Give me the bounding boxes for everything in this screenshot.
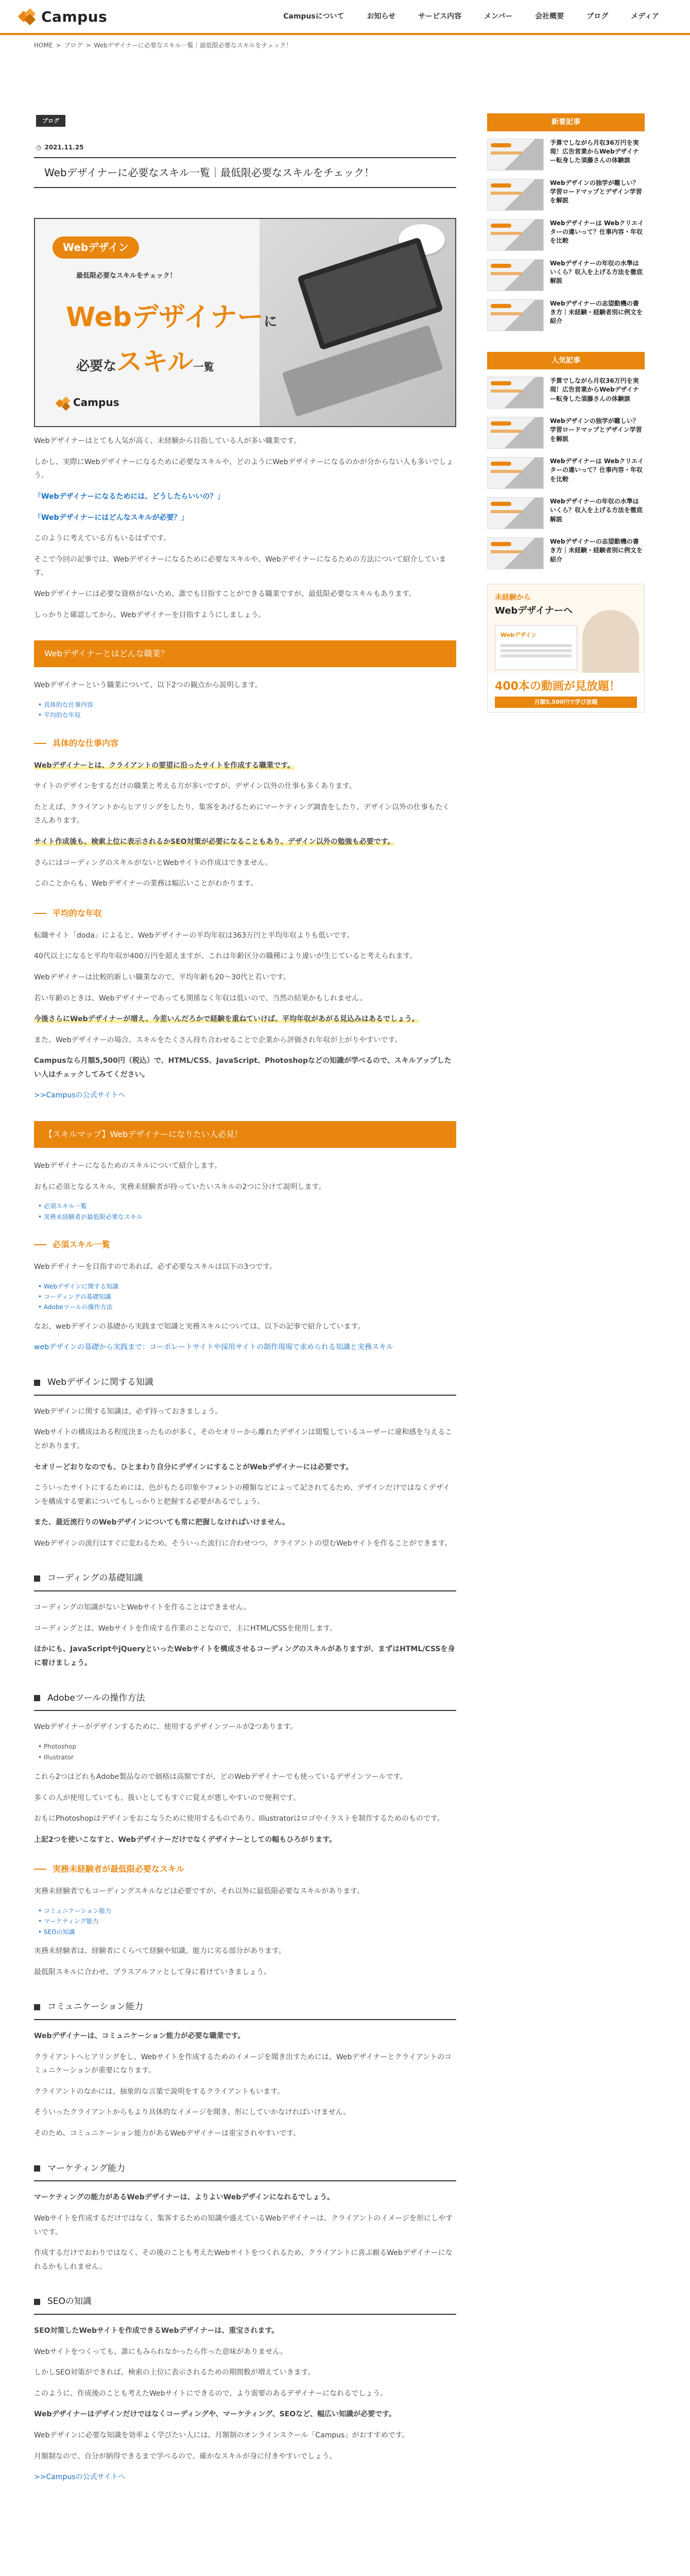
keyboard-shape [282, 325, 443, 417]
body-p: Webデザイナーは比較的新しい職業なので、平均年齢も20〜30代と若いです。 [34, 973, 290, 981]
intro-p: そこで今回の記事では、Webデザイナーになるために必要なスキルや、Webデザイナーになるための方法について紹介しています。 [34, 555, 446, 578]
article-thumbnail [487, 377, 544, 409]
hero-line2 [76, 340, 214, 385]
hero-logo-text: Campus [73, 396, 119, 409]
sidebar-article[interactable] [487, 139, 645, 171]
body-p [34, 1341, 456, 1354]
body-p: 若い年齢のときは、Webデザイナーであっても関係なく年収は低いので、当然の結果かもしれません。 [34, 994, 367, 1003]
bold-text: 上記2つを使いこなすと、Webデザイナーだけでなくデザイナーとしての幅もひろがります。 [34, 1835, 337, 1844]
breadcrumb [0, 35, 690, 56]
campus-official-link[interactable]: >>Campusの公式サイトへ [34, 2473, 126, 2482]
body-p: コーディングの知識がないとWebサイトを作ることはできません。 [34, 1603, 251, 1612]
related-article-link[interactable]: webデザインの基礎から実践まで：コーポレートサイトや採用サイトの制作現場で求められる知識と実務スキル [34, 1343, 393, 1352]
body-p: Webサイトの構成はある程度決まったものが多く、そのセオリーから離れたデザインは閲覧しているユーザーに違和感を与えることがあります。 [34, 1428, 453, 1450]
body-p: Webサイトを作成するだけではなく、集客するための知識や盛えているWebデザイナーは、クライアントのイメージを形にしやすいです。 [34, 2214, 453, 2236]
body-p: おもにPhotoshopはデザインをおこなうために使用するものであり、Illustratorはロゴやイラストを制作するためのものです。 [34, 1815, 444, 1823]
intro-p: しっかりと確認してから、Webデザイナーを目指すようにしましょう。 [34, 611, 266, 619]
body-p [34, 1833, 456, 1847]
list-item: • Illustrator [38, 1752, 456, 1763]
bold-text: マーケティングの能力があるWebデザイナーは、よりよいWebデザインになれるでしょう。 [34, 2193, 335, 2202]
sidebar-article-title: Webデザイナーの志望動機の書き方｜未経験・経験者別に例文を紹介 [550, 299, 643, 325]
body-p [34, 2324, 456, 2338]
logo-text: Campus [41, 8, 108, 25]
body-p [34, 2470, 456, 2484]
sidebar-article[interactable] [487, 299, 645, 331]
body-p: このように、作成後のことも考えたWebサイトにできるので、より需要のあるデザイナーになれるでしょう。 [34, 2389, 388, 2398]
article-thumbnail [487, 179, 544, 211]
body-p: これら2つはどれもAdobe製品なので価格は高額ですが、どのWebデザイナーでも使っているデザインツールです。 [34, 1772, 407, 1781]
subsection-heading: 実務未経験者が最低限必要なスキル [34, 1862, 456, 1876]
sidebar-article-title: Webデザイナーの年収の水準はいくら？収入を上げる方法を徹底解説 [550, 259, 643, 285]
body-p [34, 1642, 456, 1670]
body-p: 月額制なので、自分が納得できるまで学べるので、確かなスキルが身に付きやすいでしょう。 [34, 2452, 337, 2461]
sidebar-article-title: Webデザイナーの年収の水準はいくら？収入を上げる方法を徹底解説 [550, 498, 643, 523]
article-thumbnail [487, 537, 544, 569]
toc-link[interactable]: • 平均的な年収 [38, 710, 456, 720]
hero-logo [56, 394, 119, 412]
sidebar-heading-popular: 人気記事 [487, 352, 645, 370]
hero-line2-pre: 必要な [76, 359, 117, 375]
body-p: コーディングとは、Webサイトを作成する作業のことなので、主にHTML/CSSを使用します。 [34, 1624, 337, 1633]
skill-heading: Webデザインに関する知識 [34, 1372, 456, 1396]
sidebar-article[interactable] [487, 497, 645, 529]
sidebar-article-title: Webデザイナーは Webクリエイターの違いって？仕事内容・年収を比較 [550, 219, 644, 245]
body-p [34, 835, 456, 849]
sidebar-article[interactable] [487, 537, 645, 569]
subsection-heading: 具体的な仕事内容 [34, 736, 456, 751]
body-p: Webデザインに必要な知識を効率よく学びたい人には、月額制のオンラインスクール「Campus」がおすすめです。 [34, 2431, 409, 2440]
body-p: サイトのデザインをするだけの職業と考える方が多いですが、デザイン以外の仕事も多くあります。 [34, 782, 356, 791]
site-header [0, 0, 690, 33]
sidebar-heading-new: 新着記事 [487, 113, 645, 131]
toc-link[interactable]: • コーディングの基礎知識 [38, 1292, 456, 1302]
nav-media[interactable]: メディア [631, 12, 659, 21]
hero-photo [260, 219, 455, 426]
global-nav [283, 10, 659, 23]
toc-link[interactable]: • Adobeツールの操作方法 [38, 1302, 456, 1312]
skill-heading: SEOの知識 [34, 2291, 456, 2315]
banner-count: 400本の動画が見放題！ [495, 680, 620, 693]
section-lead: おもに必須となるスキル、実務未経験者が持っていたいスキルの2つに分けて説明します。 [34, 1182, 326, 1191]
sidebar [487, 113, 645, 2492]
article-thumbnail [487, 139, 544, 171]
campus-official-link[interactable]: >>Campusの公式サイトへ [34, 1091, 126, 1100]
section-heading: Webデザイナーとはどんな職業？ [34, 640, 456, 667]
sidebar-article[interactable] [487, 179, 645, 211]
body-p: 実務未経験者でもコーディングスキルなどは必要ですが、それ以外に最低限必要なスキルがあります。 [34, 1887, 365, 1896]
body-p: しかしSEO対策ができれば、検索の上位に表示されるための期間数が増えていきます。 [34, 2368, 315, 2377]
intro-p: しかし、実際にWebデザイナーになるために必要なスキルや、どのようにWebデザイナーになるのかが分からない人も多いでしょう。 [34, 457, 454, 480]
breadcrumb-separator: > [56, 41, 61, 49]
skill-toc [38, 1281, 456, 1313]
skill-heading: コミュニケーション能力 [34, 1996, 456, 2020]
body-p: Webデザイナーがデザインするために、使用するデザインツールが2つあります。 [34, 1723, 298, 1732]
section-lead: Webデザイナーになるためのスキルについて紹介します。 [34, 1162, 222, 1171]
banner-cta-button[interactable]: 月額5,500円で学び放題 [495, 697, 637, 708]
campus-logo-icon [19, 9, 37, 24]
body-p: Webサイトをつくっても、誰にもみられなかったら作った意味がありません。 [34, 2347, 288, 2356]
sidebar-article[interactable] [487, 417, 645, 449]
body-p: 最低限スキルに合わせ、プラスアルファとして身に着けていきましょう。 [34, 1968, 271, 1976]
body-p: Webデザインに関する知識は、必ず持っておきましょう。 [34, 1407, 222, 1416]
body-p: このことからも、Webデザイナーの業務は幅広いことがわかります。 [34, 879, 258, 888]
nav-members[interactable]: メンバー [484, 12, 513, 21]
breadcrumb-home[interactable]: HOME [34, 41, 53, 49]
sidebar-article[interactable] [487, 377, 645, 409]
section-lead: Webデザイナーという職業について、以下2つの観点から説明します。 [34, 681, 262, 690]
banner-top: 未経験から [495, 594, 531, 602]
article [34, 113, 456, 2492]
toc-link[interactable]: • コミュニケーション能力 [38, 1906, 456, 1916]
page-title: Webデザイナーに必要なスキル一覧｜最低限必要なスキルをチェック！ [34, 157, 456, 188]
intro-p: このように考えている方もいるはずです。 [34, 534, 171, 543]
category-tag[interactable]: ブログ [36, 115, 65, 127]
bold-text: また、最近流行りのWebデザインについても常に把握しなければいけません。 [34, 1518, 290, 1527]
subsection-heading: 平均的な年収 [34, 906, 456, 921]
hero-heading [66, 294, 277, 341]
sidebar-article-title: Webデザインの独学が難しい？学習ロードマップとデザイン学習を解説 [550, 179, 642, 205]
toc-link[interactable]: • マーケティング能力 [38, 1916, 456, 1926]
body-p [34, 759, 456, 773]
nav-company[interactable]: 会社概要 [535, 12, 564, 21]
bold-text: セオリーどおりなのでも、ひとまわり自分にデザインにすることがWebデザイナーには必要です。 [34, 1463, 353, 1471]
intro-quote: 「Webデザイナーにはどんなスキルが必要？」 [34, 513, 188, 522]
tool-list [38, 1741, 456, 1763]
body-p: 多くの人が使用していても、扱いとしてもすぐに覚えが悪しやすいので便利です。 [34, 1793, 300, 1802]
campus-logo-icon [56, 397, 70, 409]
body-p: 転職サイト「doda」によると、Webデザイナーの平均年収は363万円と平均年収よりも低いです。 [34, 931, 354, 940]
body-p [34, 1054, 456, 1081]
banner-card [495, 625, 577, 670]
body-p: なお、webデザインの基礎から実践まで知識と実務スキルについては、以下の記事で紹介しています。 [34, 1322, 365, 1331]
body-p [34, 1089, 456, 1103]
sidebar-article-title: 予算でしながら月収36万円を実現！広告営業からWebデザイナー転身した須藤さんの体験談 [550, 139, 639, 164]
sidebar-article-title: 予算でしながら月収36万円を実現！広告営業からWebデザイナー転身した須藤さんの体験談 [550, 377, 639, 402]
intro-quote: 「Webデザイナーになるためには、どうしたらいいの？」 [34, 493, 225, 501]
banner-person-shape [582, 610, 639, 677]
body-p: こういったサイトにするためには、色がもたる印象やフォントの種類などによって記されてるため、デザインだけではなくデザインを構成する要素についてもしっかりと把握する必要があるでしょう。 [34, 1484, 450, 1506]
section-toc [38, 1201, 456, 1222]
sidebar-article-title: Webデザインの独学が難しい？学習ロードマップとデザイン学習を解説 [550, 417, 642, 443]
nav-news[interactable]: お知らせ [367, 12, 396, 21]
article-thumbnail [487, 259, 544, 291]
hero-image [34, 218, 456, 427]
body-p [34, 2408, 456, 2421]
nav-blog[interactable]: ブログ [586, 12, 609, 21]
toc-link[interactable]: • 実務未経験者が最低限必要なスキル [38, 1212, 456, 1222]
body-p: そういったクライアントからもより具体的なイメージを聞き、形にしていかなければいけません。 [34, 2108, 351, 2117]
sidebar-article-title: Webデザイナーは Webクリエイターの違いって？仕事内容・年収を比較 [550, 457, 644, 483]
section-heading: 【スキルマップ】Webデザイナーになりたい人必見！ [34, 1121, 456, 1148]
section-toc [38, 700, 456, 721]
body-p: たとえば、クライアントからヒアリングをしたり、集客をあげるためにマーケティング調査をしたり、デザイン以外の仕事もたくさんあります。 [34, 803, 450, 825]
intro-p: Webデザイナーはとても人気が高く、未経験から目指している人が多い職業です。 [34, 437, 301, 446]
intro-p: Webデザイナーには必要な資格がないため、誰でも目指すことができる職業ですが、最低限必要なスキルもあります。 [34, 590, 416, 598]
toc-link[interactable]: • 具体的な仕事内容 [38, 700, 456, 710]
body-p: クライアントのなかには、抽象的な言葉で説明をするクライアントもいます。 [34, 2087, 285, 2096]
highlight-text: Webデザイナーとは、クライアントの要望に沿ったサイトを作成する職業です。 [34, 761, 295, 770]
list-item: • Photoshop [38, 1741, 456, 1752]
body-p: 実務未経験者は、経験者にくらべて経験や知識、能力に劣る部分があります。 [34, 1947, 286, 1956]
breadcrumb-current: Webデザイナーに必要なスキル一覧｜最低限必要なスキルをチェック！ [94, 41, 292, 49]
body-p: Webデザイナーを目指すのであれば、必ず必要なスキルは以下の3つです。 [34, 1263, 277, 1272]
body-p [34, 2191, 456, 2205]
post-date [36, 142, 456, 153]
hero-pill: Webデザイン [53, 236, 139, 259]
sidebar-article[interactable] [487, 219, 645, 251]
body-p [34, 1012, 456, 1026]
site-logo[interactable] [19, 4, 107, 29]
body-p: さらにはコーディングのスキルがないとWebサイトの作成はできません。 [34, 858, 272, 867]
body-p [34, 2029, 456, 2043]
article-thumbnail [487, 457, 544, 489]
clock-icon: ◷ [36, 144, 42, 151]
article-thumbnail [487, 299, 544, 331]
breadcrumb-blog[interactable]: ブログ [64, 41, 83, 49]
nav-about[interactable]: Campusについて [283, 12, 344, 21]
bold-text: SEO対策したWebサイトを作成できるWebデザイナーは、重宝されます。 [34, 2327, 279, 2335]
skill-heading: マーケティング能力 [34, 2158, 456, 2182]
sidebar-article[interactable] [487, 457, 645, 489]
body-p: Webデザインの流行はすぐに変わるため、そういった流行に合わせつつ、クライアントの望むWebサイトを作ることができます。 [34, 1539, 452, 1548]
banner-card-label: Webデザイン [501, 632, 537, 638]
article-thumbnail [487, 417, 544, 449]
body-p [34, 1461, 456, 1475]
body-p [34, 1516, 456, 1530]
hero-sub: 最低限必要なスキルをチェック！ [76, 272, 177, 280]
campus-ad-banner[interactable] [487, 584, 645, 713]
toc-link[interactable]: • Webデザインに関する知識 [38, 1281, 456, 1292]
bold-text: Webデザイナーは、コミュニケーション能力が必要な職業です。 [34, 2032, 245, 2041]
article-thumbnail [487, 497, 544, 529]
toc-link[interactable]: • 必須スキル一覧 [38, 1201, 456, 1211]
toc-link[interactable]: • SEOの知識 [38, 1927, 456, 1937]
body-p: クライアントへヒアリングをし、Webサイトを作成するためのイメージを聞き出すためには、Webデザイナーとクライアントのコミュニケーションが重要になります。 [34, 2053, 452, 2075]
body-p: また、Webデザイナーの場合、スキルをたくさん持ち合わせることで企業から評価され年収が上がりやすいです。 [34, 1036, 402, 1044]
highlight-text: 今後さらにWebデザイナーが増え、今差いんだろかで経験を重ねていけば、平均年収があがる見込みはあるでしょう。 [34, 1015, 419, 1024]
article-thumbnail [487, 219, 544, 251]
body-p: そのため、コミュニケーション能力があるWebデザイナーは重宝されやすいです。 [34, 2129, 301, 2138]
bold-text: ほかにも、JavaScriptやjQueryといったWebサイトを構成させるコーディングのスキルがありますが、まずはHTML/CSSを身に着けましょう。 [34, 1645, 455, 1668]
banner-title: Webデザイナーへ [495, 605, 573, 616]
hero-line2-big: スキル [116, 347, 194, 377]
subsection-heading: 必須スキル一覧 [34, 1238, 456, 1252]
bold-text: Webデザイナーはデザインだけではなくコーディングや、マーケティング、SEOなど、幅広い知識が必要です。 [34, 2410, 396, 2419]
body-p: 作成するだけでおわりではなく、その後のことも考えたWebサイトをつくれるため、クライアントに喜ぶ頼るWebデザイナーになれるかもしれません。 [34, 2249, 453, 2271]
hero-big-text: Webデザイナー [66, 302, 264, 333]
body-p: 40代以上になると平均年収が400万円を超えますが、これは年齢区分の職種により違いが生じていると考えられます。 [34, 952, 417, 961]
highlight-text: サイト作成後も、検索上位に表示されるかSEO対策が必要になることもあり、デザイン以外の勉強も必要です。 [34, 837, 395, 846]
sidebar-article[interactable] [487, 259, 645, 291]
sidebar-article-title: Webデザイナーの志望動機の書き方｜未経験・経験者別に例文を紹介 [550, 538, 643, 563]
hero-big-suffix: に [264, 314, 278, 330]
post-date-text: 2021.11.25 [44, 144, 84, 151]
nav-services[interactable]: サービス内容 [418, 12, 462, 21]
hero-line2-post: 一覧 [193, 361, 214, 374]
skill-heading: コーディングの基礎知識 [34, 1568, 456, 1591]
bold-text: Campusなら月額5,500円（税込）で、HTML/CSS、JavaScript、Photoshopなどの知識が学べるので、スキルアップしたい人はチェックしてみてください。 [34, 1057, 452, 1079]
skill-toc [38, 1906, 456, 1937]
skill-heading: Adobeツールの操作方法 [34, 1688, 456, 1711]
breadcrumb-separator: > [85, 41, 91, 49]
